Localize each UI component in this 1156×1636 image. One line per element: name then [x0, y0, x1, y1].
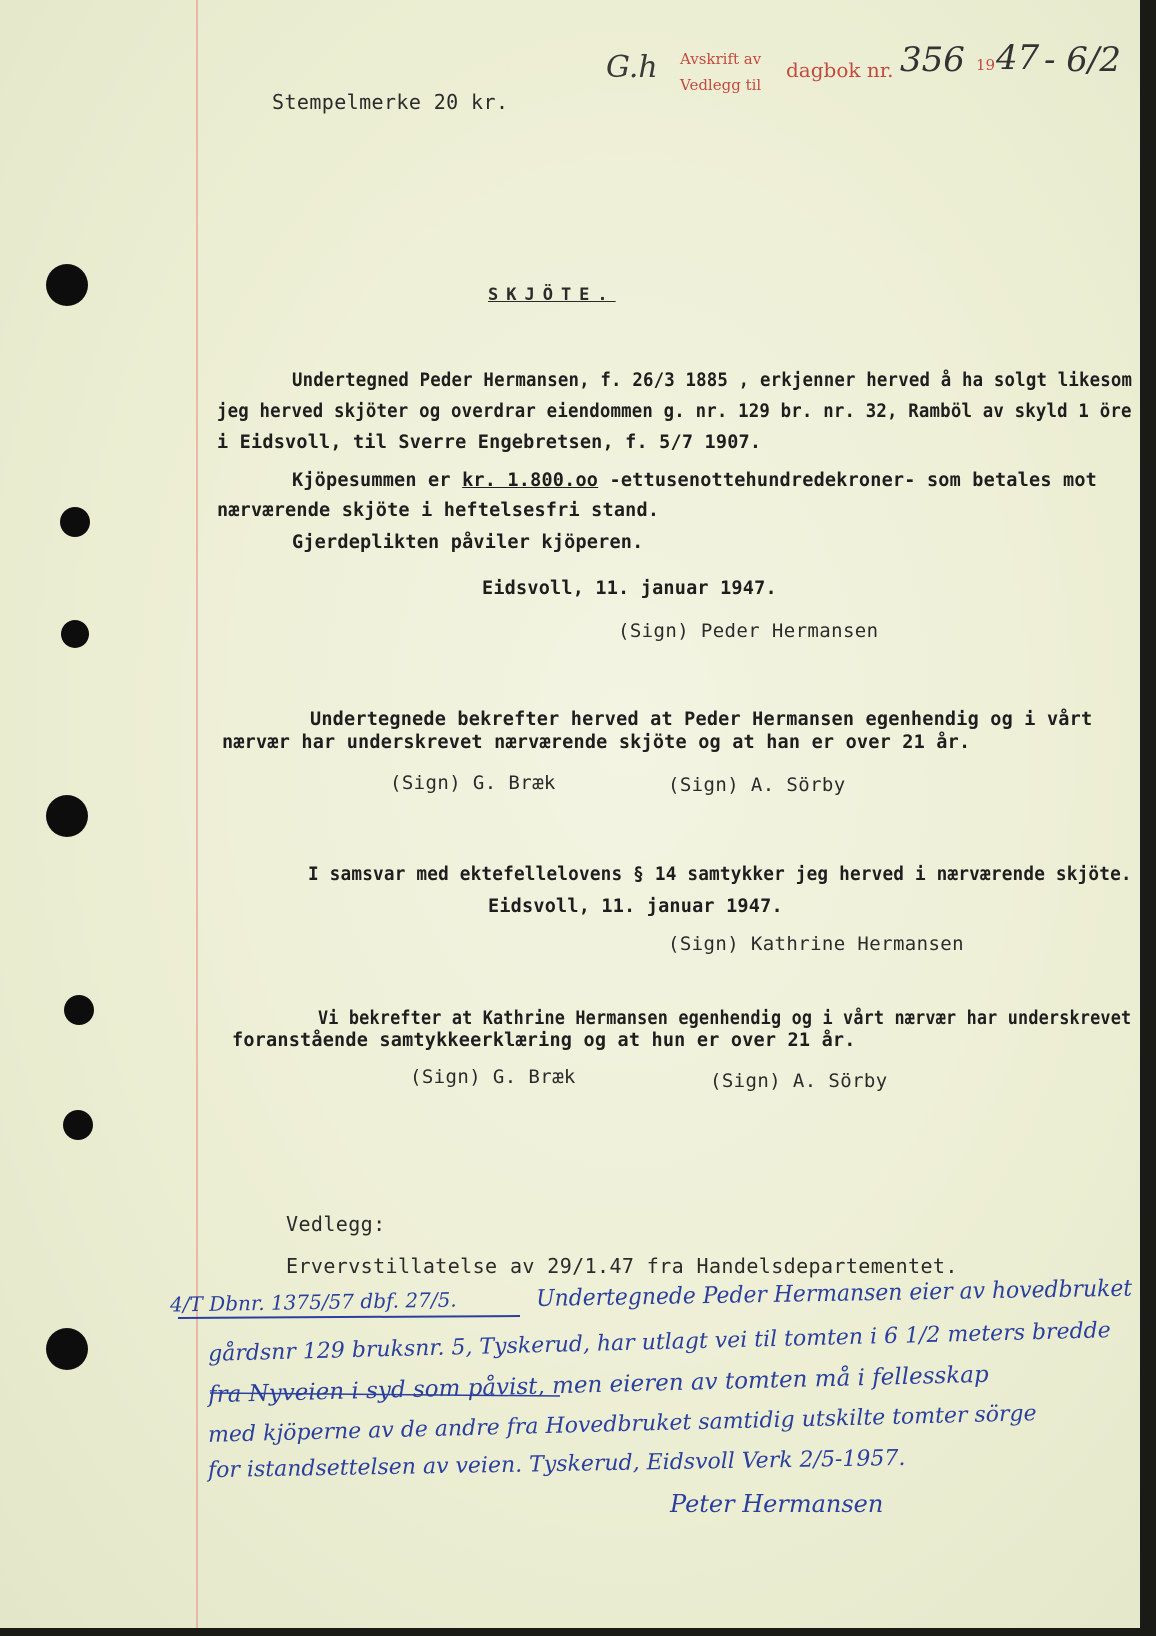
note-line-5: for istandsettelsen av veien. Tyskerud, Eidsvoll Verk 2/5-1957.	[207, 1445, 906, 1484]
registry-year: 47	[996, 38, 1040, 78]
registry-handwritten-prefix: G.h	[606, 50, 658, 85]
witness2-sign-b: (Sign) A. Sörby	[710, 1070, 888, 1092]
registry-number: 356	[900, 40, 965, 80]
registry-stamp-line2: Vedlegg til	[680, 76, 762, 94]
witness1-line-2: nærvær har underskrevet nærværende skjöte og at han er over 21 år.	[222, 732, 971, 753]
note-line-3: fra Nyveien i syd som påvist, men eieren av tomten må i fellesskap	[207, 1361, 989, 1409]
witness1-sign-a: (Sign) G. Bræk	[390, 772, 556, 794]
seller-signature: (Sign) Peder Hermansen	[618, 620, 879, 642]
attachments-label: Vedlegg:	[286, 1212, 386, 1236]
consent-place-date: Eidsvoll, 11. januar 1947.	[488, 896, 783, 917]
registry-stamp-line1: Avskrift av	[680, 50, 762, 68]
witness1-line-1: Undertegnede bekrefter herved at Peder Hermansen egenhendig og i vårt	[310, 709, 1093, 730]
purchase-price-words: -ettusenottehundredekroner- som betales mot	[609, 470, 1098, 491]
note-line-1: Undertegnede Peder Hermansen eier av hovedbruket	[536, 1275, 1133, 1312]
note-line-4: med kjöperne av de andre fra Hovedbruket samtidig utskilte tomter sörge	[207, 1401, 1037, 1448]
note-signature: Peter Hermansen	[670, 1490, 884, 1518]
witness2-line-2: foranstående samtykkeerklæring og at hun er over 21 år.	[232, 1030, 856, 1051]
deed-line-5: nærværende skjöte i heftelsesfri stand.	[217, 500, 660, 521]
consent-line-1: I samsvar med ektefellelovens § 14 samtykker jeg herved i nærværende skjöte.	[308, 864, 1132, 885]
witness2-line-1: Vi bekrefter at Kathrine Hermansen egenhendig og i vårt nærvær har underskrevet	[318, 1008, 1132, 1029]
deed-line-1: Undertegned Peder Hermansen, f. 26/3 1885 , erkjenner herved å ha solgt likesom	[292, 370, 1133, 391]
registry-date: - 6/2	[1044, 40, 1122, 80]
deed-line-6: Gjerdeplikten påviler kjöperen.	[292, 532, 644, 553]
deed-line-2: jeg herved skjöter og overdrar eiendommen g. nr. 129 br. nr. 32, Ramböl av skyld 1 öre	[217, 401, 1132, 422]
deed-line-3: i Eidsvoll, til Sverre Engebretsen, f. 5/7 1907.	[217, 432, 762, 453]
registry-stamp-dagbok: dagbok nr.	[786, 58, 894, 82]
registry-year-prefix: 19	[976, 56, 996, 74]
purchase-price-amount: kr. 1.800.oo	[462, 470, 599, 491]
stamp-duty-note: Stempelmerke 20 kr.	[272, 90, 509, 114]
witness2-sign-a: (Sign) G. Bræk	[410, 1066, 576, 1088]
document-title: SKJÖTE.	[488, 285, 616, 305]
deed-place-date: Eidsvoll, 11. januar 1947.	[482, 578, 777, 599]
attachment-item: Ervervstillatelse av 29/1.47 fra Handelsdepartementet.	[286, 1254, 958, 1278]
witness1-sign-b: (Sign) A. Sörby	[668, 774, 846, 796]
note-reference: 4/T Dbnr. 1375/57 dbf. 27/5.	[169, 1287, 457, 1317]
purchase-price-label: Kjöpesummen er	[292, 470, 451, 491]
consent-signature: (Sign) Kathrine Hermansen	[668, 933, 964, 955]
note-line-2: gårdsnr 129 bruksnr. 5, Tyskerud, har utlagt vei til tomten i 6 1/2 meters bredde	[207, 1318, 1112, 1367]
